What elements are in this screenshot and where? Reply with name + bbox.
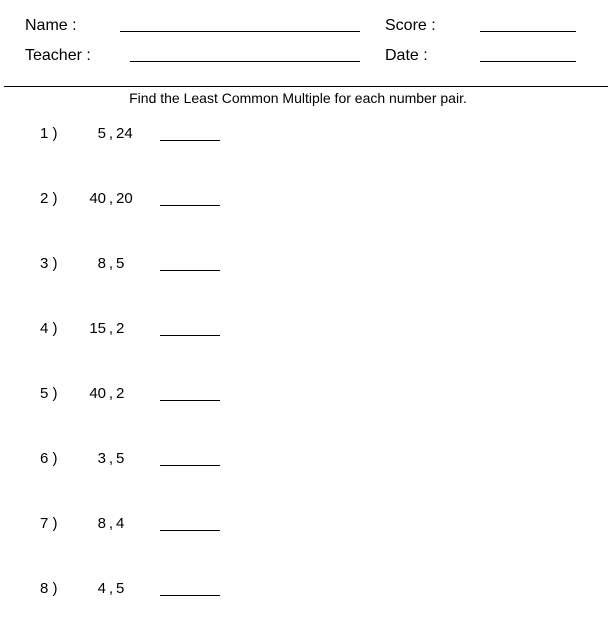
pair-separator: , [108,320,114,337]
number-pair [80,125,142,143]
problem-row [0,450,612,470]
score-label: Score : [385,17,436,34]
number-pair [80,385,142,403]
number-pair [80,255,142,273]
name-label: Name : [25,17,77,34]
teacher-label: Teacher : [25,47,91,64]
problem-row [0,515,612,535]
pair-separator: , [108,190,114,207]
date-field-line[interactable] [480,61,576,62]
problem-number: 8 ) [40,580,58,597]
problem-number: 4 ) [40,320,58,337]
second-number: 5 [116,580,125,597]
problem-row [0,125,612,145]
answer-blank[interactable] [160,595,220,596]
answer-blank[interactable] [160,400,220,401]
number-pair [80,450,142,468]
pair-separator: , [108,255,114,272]
second-number: 5 [116,255,125,272]
problem-row [0,580,612,600]
second-number: 20 [116,190,133,207]
problem-number: 2 ) [40,190,58,207]
pair-separator: , [108,125,114,142]
problem-number: 6 ) [40,450,58,467]
answer-blank[interactable] [160,140,220,141]
pair-separator: , [108,450,114,467]
teacher-field-line[interactable] [130,61,360,62]
second-number: 24 [116,125,133,142]
problem-row [0,255,612,275]
instructions: Find the Least Common Multiple for each number pair. [129,90,467,106]
name-field-line[interactable] [120,31,360,32]
date-label: Date : [385,47,428,64]
first-number: 40 [89,385,106,402]
first-number: 8 [97,515,106,532]
problem-row [0,385,612,405]
problem-number: 1 ) [40,125,58,142]
answer-blank[interactable] [160,270,220,271]
second-number: 5 [116,450,125,467]
number-pair [80,190,142,208]
answer-blank[interactable] [160,205,220,206]
pair-separator: , [108,515,114,532]
first-number: 5 [97,125,106,142]
problem-number: 3 ) [40,255,58,272]
first-number: 40 [89,190,106,207]
first-number: 3 [97,450,106,467]
header-divider [4,86,608,87]
second-number: 2 [116,320,125,337]
problem-number: 5 ) [40,385,58,402]
first-number: 8 [97,255,106,272]
second-number: 4 [116,515,125,532]
score-field-line[interactable] [480,31,576,32]
pair-separator: , [108,580,114,597]
first-number: 15 [89,320,106,337]
second-number: 2 [116,385,125,402]
answer-blank[interactable] [160,530,220,531]
problem-row [0,190,612,210]
answer-blank[interactable] [160,465,220,466]
number-pair [80,580,142,598]
answer-blank[interactable] [160,335,220,336]
first-number: 4 [97,580,106,597]
problem-number: 7 ) [40,515,58,532]
pair-separator: , [108,385,114,402]
number-pair [80,515,142,533]
problem-row [0,320,612,340]
number-pair [80,320,142,338]
